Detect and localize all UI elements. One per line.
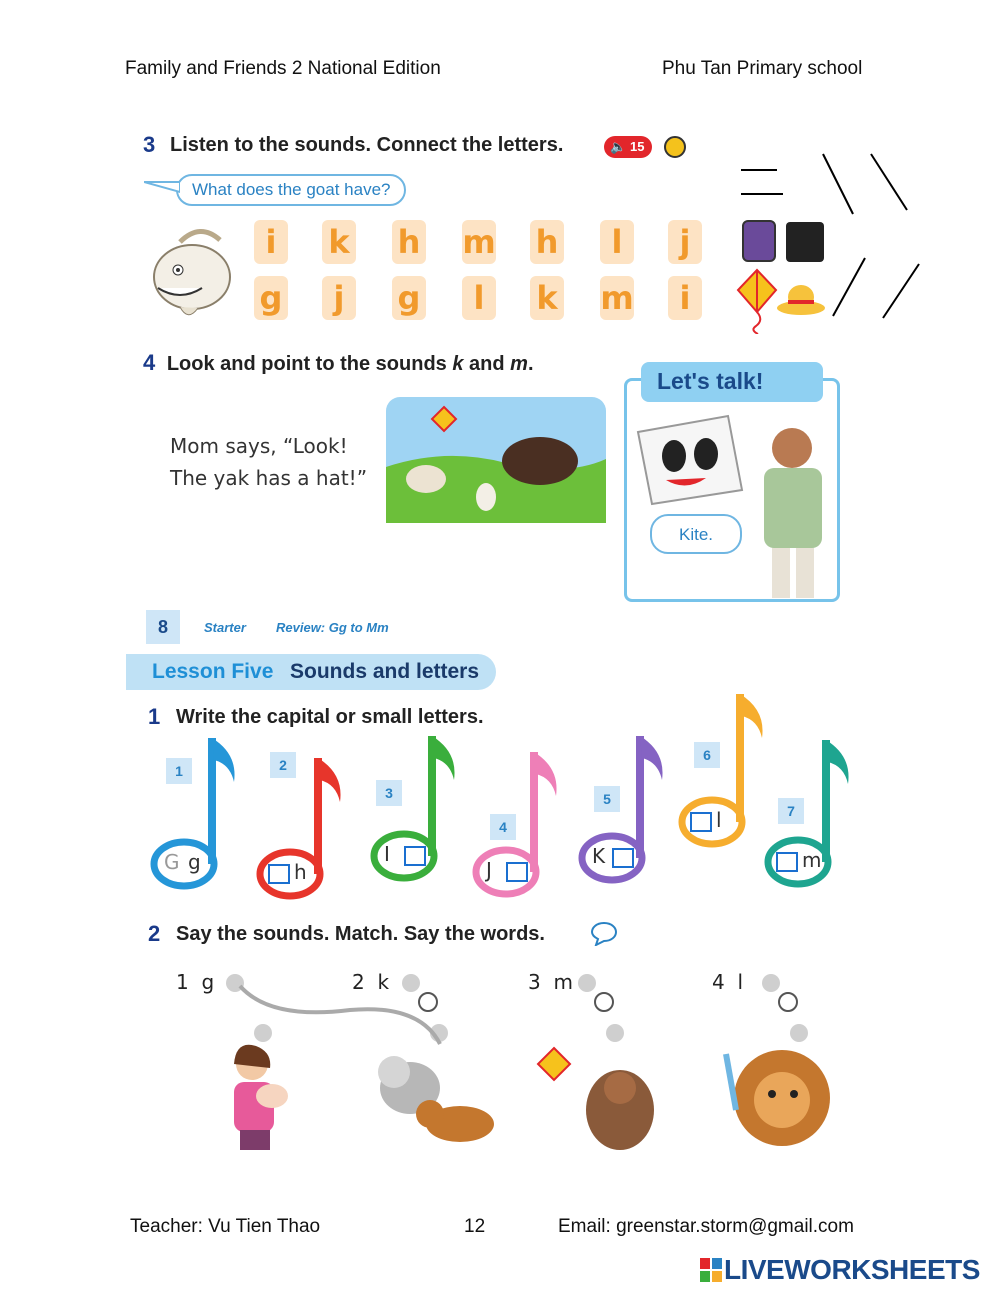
sound-label bbox=[528, 970, 573, 994]
sound-match-dot[interactable] bbox=[578, 974, 596, 992]
note-number: 1 bbox=[166, 758, 192, 784]
task3-instruction: Listen to the sounds. Connect the letters. bbox=[170, 134, 564, 156]
task4-text: Look and point to the sounds bbox=[166, 353, 453, 375]
letter-tile[interactable]: m bbox=[462, 220, 496, 264]
small-letter-input[interactable] bbox=[612, 848, 634, 868]
note-letter-small: l bbox=[716, 808, 722, 832]
liveworksheets-logo-icon bbox=[700, 1258, 722, 1282]
goat-illustration bbox=[140, 222, 250, 326]
note-letter-capital: I bbox=[384, 842, 390, 866]
task4-sound-k: k bbox=[452, 353, 464, 375]
task4-instruction bbox=[143, 350, 534, 376]
task1-number: 1 bbox=[148, 704, 161, 729]
story-line-2: The yak has a hat!” bbox=[170, 466, 368, 490]
task4-story bbox=[170, 430, 367, 494]
sound-number: 4 bbox=[712, 970, 725, 994]
section-label: Starter bbox=[204, 620, 246, 635]
sound-spacer bbox=[541, 970, 554, 994]
mother-baby-picture bbox=[220, 1038, 300, 1152]
task3-number: 3 bbox=[143, 132, 156, 157]
goat-speech-bubble: What does the goat have? bbox=[176, 174, 406, 206]
footer-page: 12 bbox=[464, 1216, 486, 1237]
note-number: 4 bbox=[490, 814, 516, 840]
task4-period: . bbox=[527, 353, 534, 375]
letter-tile[interactable]: g bbox=[254, 276, 288, 320]
small-letter-input[interactable] bbox=[506, 862, 528, 882]
music-note-4 bbox=[472, 748, 562, 906]
sound-letter: l bbox=[737, 970, 744, 994]
lesson-number: Lesson Five bbox=[152, 660, 274, 683]
letter-tile[interactable]: j bbox=[322, 276, 356, 320]
lesson-title: Sounds and letters bbox=[290, 660, 480, 683]
audio-track-number: 15 bbox=[630, 139, 645, 154]
letter-tile[interactable]: j bbox=[668, 220, 702, 264]
speaker-icon: 🔈 bbox=[610, 139, 627, 154]
note-number: 5 bbox=[594, 786, 620, 812]
letter-tile[interactable]: l bbox=[600, 220, 634, 264]
lion-picture bbox=[712, 1040, 842, 1156]
note-number: 6 bbox=[694, 742, 720, 768]
story-line-1: Mom says, “Look! bbox=[170, 434, 348, 458]
letter-tile[interactable]: i bbox=[668, 276, 702, 320]
note-letter-small: h bbox=[294, 860, 307, 884]
header-left: Family and Friends 2 National Edition bbox=[125, 58, 441, 79]
liveworksheets-brand: LIVEWORKSHEETS bbox=[724, 1254, 980, 1285]
goat-dog-picture bbox=[370, 1044, 510, 1160]
sound-letter: k bbox=[377, 970, 390, 994]
task4-sound-m: m bbox=[510, 353, 528, 375]
letter-tile[interactable]: i bbox=[254, 220, 288, 264]
capital-letter-input[interactable] bbox=[690, 812, 712, 832]
kite-yak-picture bbox=[536, 1044, 666, 1160]
sound-match-dot[interactable] bbox=[762, 974, 780, 992]
letter-tile[interactable]: h bbox=[530, 220, 564, 264]
sound-label bbox=[176, 970, 214, 994]
note-letter-capital: G bbox=[164, 850, 180, 874]
lets-talk-title: Let's talk! bbox=[641, 362, 823, 402]
small-letter-input[interactable] bbox=[404, 846, 426, 866]
note-letter-capital: K bbox=[592, 844, 606, 868]
sound-number: 1 bbox=[176, 970, 189, 994]
letter-tile[interactable]: k bbox=[322, 220, 356, 264]
note-number: 7 bbox=[778, 798, 804, 824]
sound-letter: g bbox=[201, 970, 215, 994]
answer-lines bbox=[735, 150, 925, 325]
task4-and: and bbox=[463, 353, 511, 375]
picture-match-dot[interactable] bbox=[606, 1024, 624, 1042]
sound-number: 2 bbox=[352, 970, 365, 994]
pencil-icon bbox=[664, 136, 686, 158]
letter-tile[interactable]: l bbox=[462, 276, 496, 320]
note-letter-small: m bbox=[802, 848, 822, 872]
note-number: 2 bbox=[270, 752, 296, 778]
audio-button[interactable] bbox=[604, 136, 652, 158]
sound-label bbox=[712, 970, 743, 994]
letter-tile[interactable]: m bbox=[600, 276, 634, 320]
sound-spacer bbox=[189, 970, 202, 994]
farm-scene-picture bbox=[386, 397, 606, 523]
footer-teacher: Teacher: Vu Tien Thao bbox=[130, 1216, 321, 1237]
speech-icon bbox=[590, 920, 618, 946]
note-letter-small: g bbox=[188, 850, 201, 874]
capital-letter-input[interactable] bbox=[268, 864, 290, 884]
task2-number: 2 bbox=[148, 921, 161, 946]
task1-instruction: Write the capital or small letters. bbox=[176, 706, 484, 728]
review-label: Review: Gg to Mm bbox=[276, 620, 389, 635]
task2-instruction: Say the sounds. Match. Say the words. bbox=[176, 923, 545, 945]
match-target-circle[interactable] bbox=[594, 992, 614, 1012]
task4-number: 4 bbox=[143, 350, 156, 375]
music-note-5 bbox=[578, 732, 668, 892]
kite-speech-bubble: Kite. bbox=[650, 514, 742, 554]
sound-spacer bbox=[725, 970, 738, 994]
sound-number: 3 bbox=[528, 970, 541, 994]
footer-email: Email: greenstar.storm@gmail.com bbox=[558, 1216, 854, 1237]
music-note-3 bbox=[370, 732, 460, 890]
letter-tile[interactable]: g bbox=[392, 276, 426, 320]
header-right: Phu Tan Primary school bbox=[662, 58, 863, 79]
letter-tile[interactable]: k bbox=[530, 276, 564, 320]
match-target-circle[interactable] bbox=[778, 992, 798, 1012]
letter-tile[interactable]: h bbox=[392, 220, 426, 264]
bubble-tail bbox=[144, 180, 180, 194]
capital-letter-input[interactable] bbox=[776, 852, 798, 872]
sound-letter: m bbox=[553, 970, 573, 994]
lesson-banner bbox=[126, 654, 496, 690]
note-number: 3 bbox=[376, 780, 402, 806]
note-letter-capital: J bbox=[486, 858, 492, 882]
page-number-box: 8 bbox=[146, 610, 180, 644]
boy-with-kite-picture bbox=[632, 408, 832, 600]
